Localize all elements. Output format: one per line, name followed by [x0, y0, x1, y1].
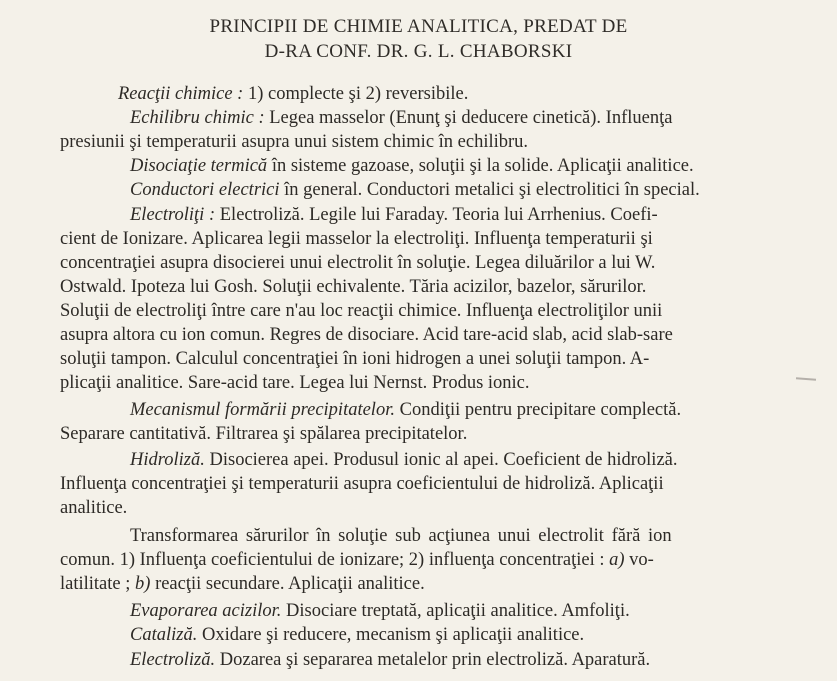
paragraph-transformarea: Transformarea sărurilor în soluţie sub acţiunea unui electrolit fără ion: [130, 526, 672, 546]
title-line-1: PRINCIPII DE CHIMIE ANALITICA, PREDAT DE: [209, 16, 628, 37]
text-line: cient de Ionizare. Aplicarea legii masselor la electroliţi. Influenţa temperaturii şi: [60, 229, 653, 249]
text-line: Influenţa concentraţiei şi temperaturii asupra coeficientului de hidroliză. Aplicaţii: [60, 474, 664, 494]
text-electroliza: Dozarea şi separarea metalelor prin electroliză. Aparatură.: [215, 650, 651, 670]
text-cataliza: Oxidare şi reducere, mecanism şi aplicaţii analitice.: [197, 625, 585, 645]
item-b-label: b): [135, 574, 151, 594]
paragraph-hidroliza: [130, 450, 837, 471]
text-electroliti: Electroliză. Legile lui Faraday. Teoria lui Arrhenius. Coefi-: [215, 205, 658, 225]
term-hidroliza: Hidroliză.: [130, 450, 205, 470]
term-echilibru: Echilibru chimic :: [130, 108, 265, 128]
term-cataliza: Cataliză.: [130, 625, 198, 645]
text-line: plicaţii analitice. Sare-acid tare. Legea lui Nernst. Produs ionic.: [60, 373, 530, 393]
text-line: Soluţii de electroliţi între care n'au loc reacţii chimice. Influenţa electroliţilor unii: [60, 301, 663, 321]
text-segment: vo-: [624, 550, 654, 570]
text-hidroliza: Disocierea apei. Produsul ionic al apei. Coeficient de hidroliză.: [204, 450, 678, 470]
text-segment: comun. 1) Influenţa coeficientului de ionizare; 2) influenţa concentraţiei :: [60, 550, 610, 570]
text-mecanism: Condiţii pentru precipitare complectă.: [394, 400, 682, 420]
term-disociatie: Disociaţie termică: [130, 156, 268, 176]
paragraph-reactii: [118, 84, 837, 105]
item-a-label: a): [609, 550, 625, 570]
paragraph-cataliza: [130, 625, 837, 646]
paragraph-conductori: [130, 180, 837, 201]
text-segment: latilitate ;: [60, 574, 136, 594]
term-conductori: Conductori electrici: [130, 180, 280, 200]
paragraph-mecanism: [130, 400, 837, 421]
paragraph-electroliza: [130, 650, 837, 671]
paragraph-echilibru: [130, 108, 837, 129]
term-electroliza: Electroliză.: [130, 650, 216, 670]
paragraph-electroliti: [130, 205, 837, 226]
text-line: soluţii tampon. Calculul concentraţiei în ioni hidrogen a unei soluţii tampon. A-: [60, 349, 650, 369]
text-line: [60, 550, 837, 571]
text-disociatie: în sisteme gazoase, soluţii şi la solide. Aplicaţii analitice.: [267, 156, 694, 176]
paragraph-disociatie: [130, 156, 837, 177]
text-line: [60, 574, 837, 595]
term-evaporarea: Evaporarea acizilor.: [130, 601, 282, 621]
text-line: concentraţiei asupra disocierei unui electrolit în soluţie. Legea diluărilor a lui W.: [60, 253, 656, 273]
term-mecanism: Mecanismul formării precipitatelor.: [130, 400, 395, 420]
title-line-2: D-RA CONF. DR. G. L. CHABORSKI: [264, 41, 573, 62]
text-segment: reacţii secundare. Aplicaţii analitice.: [150, 574, 425, 594]
paragraph-evaporarea: [130, 601, 837, 622]
text-reactii: 1) complecte şi 2) reversibile.: [243, 84, 469, 104]
text-evaporarea: Disociare treptată, aplicaţii analitice. Amfoliţi.: [281, 601, 630, 621]
text-line: presiunii şi temperaturii asupra unui sistem chimic în echilibru.: [60, 132, 529, 152]
text-line: analitice.: [60, 498, 128, 518]
text-line: asupra altora cu ion comun. Regres de disociare. Acid tare-acid slab, acid slab-sare: [60, 325, 673, 345]
text-echilibru: Legea masselor (Enunţ şi deducere cinetică). Influenţa: [264, 108, 673, 128]
term-reactii: Reacţii chimice :: [118, 84, 244, 104]
text-conductori: în general. Conductori metalici şi electrolitici în special.: [279, 180, 700, 200]
text-line: Separare cantitativă. Filtrarea şi spălarea precipitatelor.: [60, 424, 468, 444]
term-electroliti: Electroliţi :: [130, 205, 216, 225]
text-line: Ostwald. Ipoteza lui Gosh. Soluţii echivalente. Tăria acizilor, bazelor, sărurilor.: [60, 277, 647, 297]
